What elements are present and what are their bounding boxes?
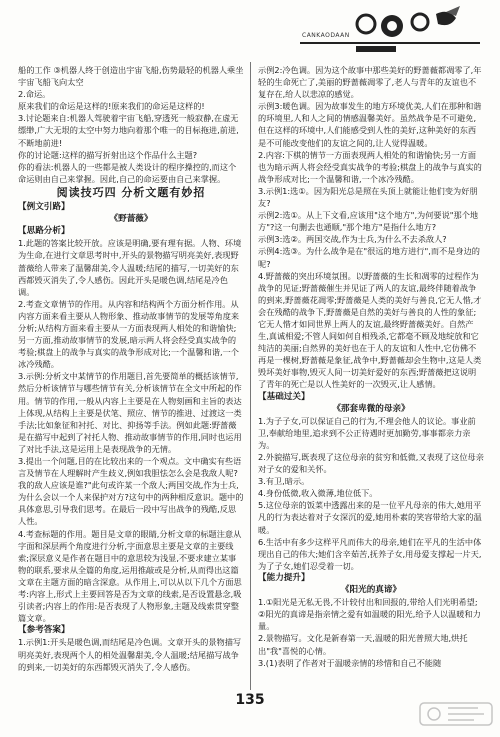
paragraph: 4.野蔷薇的突出环境氛围。以野蔷薇的生长和凋零的过程作为战争的见证;野蔷薇催生并见证了两人的友谊,最终伴随着战争的到来,野蔷薇花凋零;野蔷薇是人类的美好与善良,它无人惜,才会在残酷的战争下,野蔷薇是自然的美好与善良的人性的象征;它无人惜才如同世界上两人的友谊,最终野蔷薇美好。自然产生,真诚相爱;不管人间如何自相残杀,它都毫不顾及地绽放和它纯洁的美丽;自然界的美好也在于人的友谊和人性中,它仿佛不再是一棵树,野蔷薇是象征,战争中,野蔷薇却会生物中,这是人类毁坏美好事物,毁灭人间一切美好爱好的东西;野蔷薇把这说明了青年的死亡是以人性美好的一次毁灭,让人感情。 [258,270,482,390]
paragraph: 1.此题的答案比较开放。应该是明确,要有理有据。人物、环境为生命,在进行文章思考时中,开头的景物描写明亮美好,表现野蔷薇给人带来了温馨甜美,令人温暖;结尾的描写,一切美好的东西都毁灭消失了,令人感伤。因此开头是暖色调,结尾是冷色调。 [18,238,242,297]
paragraph: 2.外貌描写,既表现了这位母亲的贫穷和低微,又表现了这位母亲对子女的爱和关怀。 [258,452,484,475]
section-title: 阅读技巧四 分析文题有妙招 [56,185,206,199]
paragraph: 5.这位母亲的饭菜中透露出来的是一位平凡母亲的伟大,她用平凡的行为表达着对子女深沉的爱,她用朴素的笑容带给大家的温暖。 [258,500,482,535]
ability-title: 《阳光的真谛》 [340,585,402,596]
paragraph: 2.考查文章情节的作用。从内容和结构两个方面分析作用。从内容方面来看主要从人物形象、推动故事情节的发展等角度来分析;从结构方面来看主要从一方面表现两人相处的和谐愉快;另一方面,推动故事情节的发展,暗示两人将会经受真实战争的考验;棋盘上的战争与真实的战争形成对比;一个温馨和谐,一个冰冷残酷。 [18,298,240,370]
paragraph: 原来我们的命运是这样的!原来我们的命运是这样的! [18,101,205,112]
paragraph: 4.身份低微,收入微薄,地位低下。 [258,488,378,499]
paragraph: 3.示例:分析文中某情节的作用题目,首先要简单的概括该情节,然后分析该情节与哪些情节有关,分析该情节在全文中所起的作用。情节的作用,一般从内容上主要是在人物刻画和主旨的表达上体现,从结构上主要是伏笔、照应、情节的推进、过渡这一类手法;比如象征和衬托、对比、抑扬等手法。例如此题:野蔷薇是在描写中起到了衬托人物、推动故事情节的作用,同时也运用了对比手法,这是运用上是表现战争的无情。 [18,371,242,454]
paragraph: 3.有卫,暗示。 [258,476,310,487]
paragraph: 船的工作 ③机器人终于创造出宇宙飞船,伤势最轻的机器人乘坐宇宙飞船飞向太空 [18,65,244,88]
right-column [258,64,484,669]
page-number: 135 [235,692,265,708]
paragraph: 示例2:选①。从上下文看,应该用"这个地方",为何要说"那个地方"?这一句删去也通顺,"那个地方"是指什么地方? [258,210,479,233]
paragraph: 6.生活中有多少这样平凡而伟大的母亲,她们在平凡的生活中体现出自己的伟大;她们含辛茹苦,抚养子女,用母爱支撑起一片天,为了子女,她们忍受着一切。 [258,536,482,571]
paragraph: 1.为子子女,可以保证自己的行为,不理会他人的议论。事业前卫,奉献给地里,追求到不公正待遇时更加勤劳,事事都亲力亲为。 [258,415,476,450]
tag-thinking: 【思路分析】 [18,226,70,237]
paragraph: 你的讨论题:这样的描写折射出这个作品什么主题? [18,149,198,160]
tag-basic: 【基础过关】 [258,391,310,402]
paragraph: 示例2:冷色调。因为这个故事中那些美好的野蔷薇都凋零了,年轻的生命死亡了,美丽的野蔷薇凋零了,老人与青年的友谊也不复存在,给人以悲凉的感觉。 [258,65,482,100]
paragraph: 示例3:暖色调。因为故事发生的地方环境优美,人们在那种和谐的环境里,人和人之间的情感温馨美好。虽然战争是不可避免,但在这样的环境中,人们能感受到人性的美好,这种美好的东西是不可能改变他们的友谊之间的,让人觉得温暖。 [258,101,482,148]
paragraph: 3.(1)表明了作者对于温暖亲情的珍惜和自己不能随 [258,657,442,668]
paragraph: 4.考查标题的作用。题目是文章的眼睛,分析文章的标题注意从字面和深层两个角度进行分析,字面意思主要是文章的主要线索;深层意义是作者在题目中的意思较为浅显,不要求建立某事物的联系,要求从全篇的角度,运用推敲或是分析,从而得出这篇文章在主题方面的暗含深意。从作用上,可以从以下几个方面思考:内容上,形式上主要回答是否为文章的线索,是否设置悬念,吸引读者;内容上的作用:是否表现了人物形象,主题及线索贯穿整篇文章。 [18,528,242,624]
paragraph: 3.讨论题来自:机器人驾驶着宇宙飞船,穿透死一般寂静,在虚无缥缈,广大无垠的太空中努力地向着那个唯一的目标拖进,前进,不断地前进! [18,113,239,148]
paragraph: 2.景物描写。文化是新春第一天,温暖的阳光普照大地,烘托出"我"喜悦的心情。 [258,633,468,656]
paragraph: 1.示例1:开头是暖色调,而结尾是冷色调。文章开头的景物描写明亮美好,表现两个人的相处温馨甜美,令人温暖;结尾描写战争的到来,一切美好的东西都毁灭消失了,令人感伤。 [18,637,242,672]
paragraph: 示例3:选②。两国交战,作为士兵,为什么不去杀敌人? [258,234,447,245]
tag-example: 【例文引路】 [18,202,70,213]
left-column [18,64,244,673]
paragraph: 示例4:选③。为什么战争是在"很远的地方进行",而不是身边的呢? [258,246,480,269]
column-divider [250,62,251,690]
header-logo [296,4,486,56]
paragraph: 3.提出一个问题,目的在比较出来的一个观点。文中确实有些语言及情节在人理解时产生歧义,例如我胆怯怎么会是我敌人呢?我的敌人应该是谁?"此句或许某一个敌人;两国交战,作为士兵,为什么会以一个人来保护对方?这句中的两种相反意识。题中的具体意思,引导我们思考。在最后一段中写出战争的残酷,反思人性。 [18,456,244,527]
tag-reference: 【参考答案】 [18,625,70,636]
paragraph: 1.①阳光是无私无畏,不计较付出和回报的,带给人们光明希望;②阳光的真谛是指亲情之爱有如温暖的阳光,给予人以温暖和力量。 [258,597,481,632]
watermark-stamp-icon [418,699,494,729]
paragraph: 你的看法:机器人的一些都是被人类设计的程序操控的,而这个命运则由自己来掌握。因此,自己的命运要由自己来掌握。 [18,161,237,184]
brand-text: CANKAODAAN [302,32,350,39]
basic-title: 《那套卑微的母亲》 [332,403,410,414]
brand-logo-icon [296,4,486,56]
paragraph: 3.示例1:选①。因为阳光总是照在头顶上就能让他们变为好朋友? [258,185,478,209]
example-title: 《野蔷薇》 [109,214,153,225]
paragraph: 2.内容:下棋的情节一方面表现两人相处的和谐愉快;另一方面也为暗示两人将会经受真实战争的考验;棋盘上的战争与真实的战争形成对比;一个温馨和谐,一个冰冷残酷。 [258,149,482,184]
tag-ability: 【能力提升】 [258,572,310,583]
paragraph: 2.命运。 [18,89,51,100]
